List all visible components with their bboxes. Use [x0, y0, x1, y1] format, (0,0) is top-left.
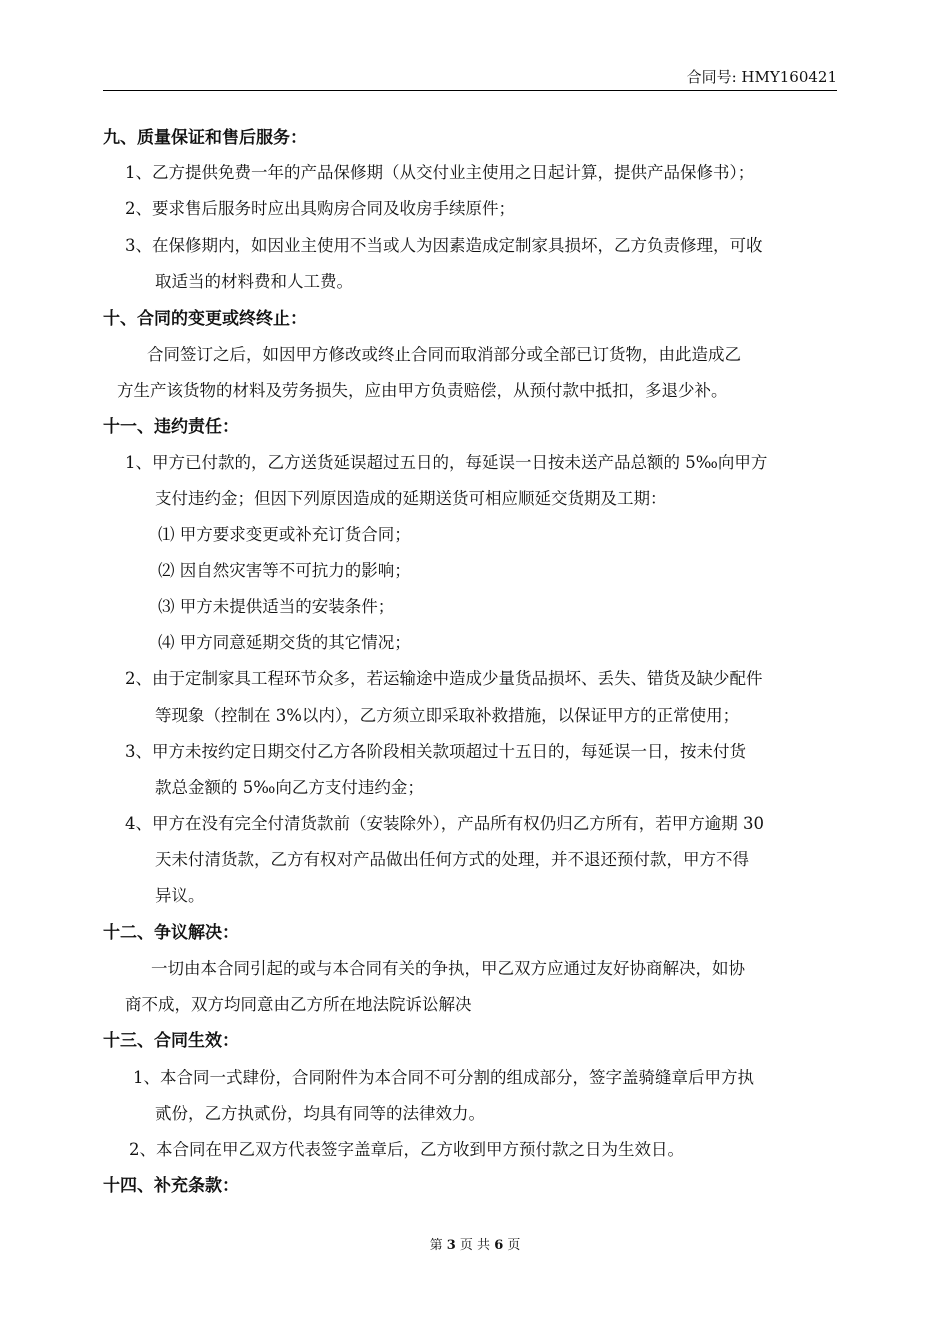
footer-page-number: 3: [446, 1238, 456, 1253]
footer-middle: 页 共: [459, 1238, 491, 1253]
section-11-item-1-cont: 支付违约金；但因下列原因造成的延期送货可相应顺延交货期及工期：: [155, 489, 667, 508]
footer-prefix: 第: [429, 1238, 443, 1253]
section-11-item-3: 3、甲方未按约定日期交付乙方各阶段相关款项超过十五日的，每延误一日，按未付货: [125, 742, 746, 761]
section-9-item-3: 3、在保修期内，如因业主使用不当或人为因素造成定制家具损坏，乙方负责修理，可收: [125, 236, 763, 255]
section-11-item-3-cont: 款总金额的 5‰向乙方支付违约金；: [155, 778, 424, 797]
section-13-item-2: 2、本合同在甲乙双方代表签字盖章后，乙方收到甲方预付款之日为生效日。: [129, 1140, 684, 1159]
section-9-item-3-cont: 取适当的材料费和人工费。: [155, 272, 353, 291]
section-12-title: 十二、争议解决：: [103, 923, 239, 943]
page-footer: [0, 1234, 950, 1253]
section-13-title: 十三、合同生效：: [103, 1031, 239, 1051]
section-11-title: 十一、违约责任：: [103, 417, 239, 437]
section-11-item-4-cont-2: 异议。: [155, 886, 205, 905]
footer-total-pages: 6: [494, 1238, 504, 1253]
section-9-item-2: 2、要求售后服务时应出具购房合同及收房手续原件；: [125, 199, 515, 218]
section-12-para-cont: 商不成，双方均同意由乙方所在地法院诉讼解决: [125, 995, 472, 1014]
header-rule: [103, 90, 837, 91]
section-13-item-1-cont: 贰份，乙方执贰份，均具有同等的法律效力。: [155, 1104, 485, 1123]
section-11-item-4: 4、甲方在没有完全付清货款前（安装除外），产品所有权仍归乙方所有，若甲方逾期 30: [125, 814, 764, 833]
section-10-title: 十、合同的变更或终终止：: [103, 309, 307, 329]
section-9-item-1: 1、乙方提供免费一年的产品保修期（从交付业主使用之日起计算，提供产品保修书）；: [125, 163, 755, 182]
section-11-subitem-3: ⑶ 甲方未提供适当的安装条件；: [158, 597, 395, 616]
section-14-title: 十四、补充条款：: [103, 1176, 239, 1196]
contract-number: 合同号: HMY160421: [686, 68, 837, 86]
section-13-item-1: 1、本合同一式肆份，合同附件为本合同不可分割的组成部分，签字盖骑缝章后甲方执: [133, 1068, 754, 1087]
section-11-item-2: 2、由于定制家具工程环节众多，若运输途中造成少量货品损坏、丢失、错货及缺少配件: [125, 669, 763, 688]
section-11-item-2-cont: 等现象（控制在 3%以内），乙方须立即采取补救措施，以保证甲方的正常使用；: [155, 706, 740, 725]
footer-suffix: 页: [507, 1238, 521, 1253]
section-9-title: 九、质量保证和售后服务：: [103, 128, 307, 148]
section-10-para: 合同签订之后，如因甲方修改或终止合同而取消部分或全部已订货物，由此造成乙: [147, 345, 741, 364]
section-11-subitem-1: ⑴ 甲方要求变更或补充订货合同；: [158, 525, 411, 544]
section-11-item-1: 1、甲方已付款的，乙方送货延误超过五日的，每延误一日按未送产品总额的 5‰向甲方: [125, 453, 768, 472]
section-10-para-cont: 方生产该货物的材料及劳务损失，应由甲方负责赔偿，从预付款中抵扣，多退少补。: [117, 381, 728, 400]
section-11-item-4-cont: 天未付清货款，乙方有权对产品做出任何方式的处理，并不退还预付款，甲方不得: [155, 850, 749, 869]
section-11-subitem-2: ⑵ 因自然灾害等不可抗力的影响；: [158, 561, 411, 580]
section-12-para: 一切由本合同引起的或与本合同有关的争执，甲乙双方应通过友好协商解决，如协: [151, 959, 745, 978]
section-11-subitem-4: ⑷ 甲方同意延期交货的其它情况；: [158, 633, 411, 652]
